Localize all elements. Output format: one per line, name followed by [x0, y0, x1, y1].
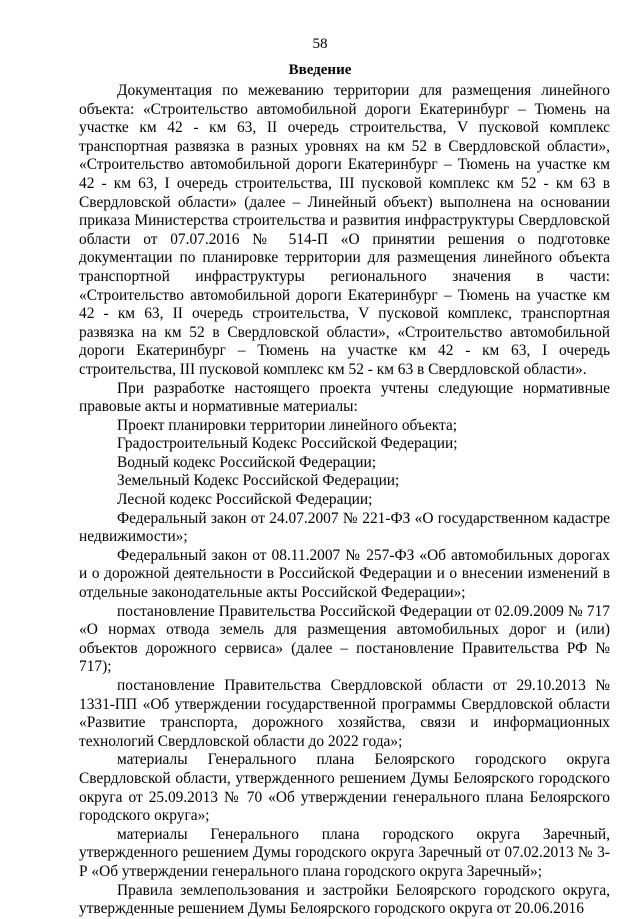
- list-item: Федеральный закон от 08.11.2007 № 257-ФЗ «Об автомобильных дорогах и о дорожной деятельности в Российской Федерации и о внесении изменений в отдельные законодательные акты Российской Федерации»;: [79, 546, 610, 602]
- list-item: Градостроительный Кодекс Российской Федерации;: [117, 435, 458, 453]
- document-body: [79, 82, 610, 919]
- intro-paragraph: Документация по межеванию территории для размещения линейного объекта: «Строительство автомобильной дороги Екатеринбург – Тюмень на участке км 42 - км 63, II очередь строительства, V пусковой комплекс транспортная развязка в разных уровнях на км 52 в Свердловской области», «Строительство автомобильной дороги Екатеринбург – Тюмень на участке км 42 - км 63, I очередь строительства, III пусковой комплекс км 52 - км 63 в Свердловской области» (далее – Линейный объект) выполнена на основании приказа Министерства строительства и развития инфраструктуры Свердловской области от 07.07.2016 № 514-П «О принятии решения о подготовке документации по планировке территории для размещения линейного объекта транспортной инфраструктуры регионального значения в части: «Строительство автомобильной дороги Екатеринбург – Тюмень на участке км 42 - км 63, II очередь строительства, V пусковой комплекс, транспортная развязка на км 52 в Свердловской области», «Строительство автомобильной дороги Екатеринбург – Тюмень на участке км 42 - км 63, I очередь строительства, III пусковой комплекс км 52 - км 63 в Свердловской области».: [79, 82, 610, 378]
- normative-acts-intro: При разработке настоящего проекта учтены следующие нормативные правовые акты и нормативные материалы:: [79, 379, 610, 416]
- list-item: Правила землепользования и застройки Белоярского городского округа, утвержденные решением Думы Белоярского городского округа от 20.06.2016: [79, 881, 610, 918]
- page-number: 58: [312, 36, 328, 52]
- list-item: Федеральный закон от 24.07.2007 № 221-ФЗ «О государственном кадастре недвижимости»;: [79, 509, 610, 546]
- list-item: материалы Генерального плана Белоярского городского округа Свердловской области, утвержденного решением Думы Белоярского городского округа от 25.09.2013 № 70 «Об утверждении генерального плана Белоярского городского округа»;: [79, 751, 610, 825]
- list-item: материалы Генерального плана городского округа Заречный, утвержденного решением Думы городского округа Заречный от 07.02.2013 № 3-Р «Об утверждении генерального плана городского округа Заречный»;: [79, 825, 610, 880]
- list-item: постановление Правительства Свердловской области от 29.10.2013 № 1331-ПП «Об утверждении государственной программы Свердловской области «Развитие транспорта, дорожного хозяйства, связи и информационных технологий Свердловской области до 2022 года»;: [79, 677, 610, 750]
- list-item: Проект планировки территории линейного объекта;: [117, 416, 458, 434]
- section-title: Введение: [288, 62, 352, 78]
- list-item: Земельный Кодекс Российской Федерации;: [117, 472, 400, 490]
- list-item: Лесной кодекс Российской Федерации;: [117, 491, 373, 509]
- list-item: постановление Правительства Российской Федерации от 02.09.2009 № 717 «О нормах отвода земель для размещения автомобильных дорог и (или) объектов дорожного сервиса» (далее – постановление Правительства РФ № 717);: [79, 602, 610, 676]
- list-item: Водный кодекс Российской Федерации;: [117, 453, 377, 471]
